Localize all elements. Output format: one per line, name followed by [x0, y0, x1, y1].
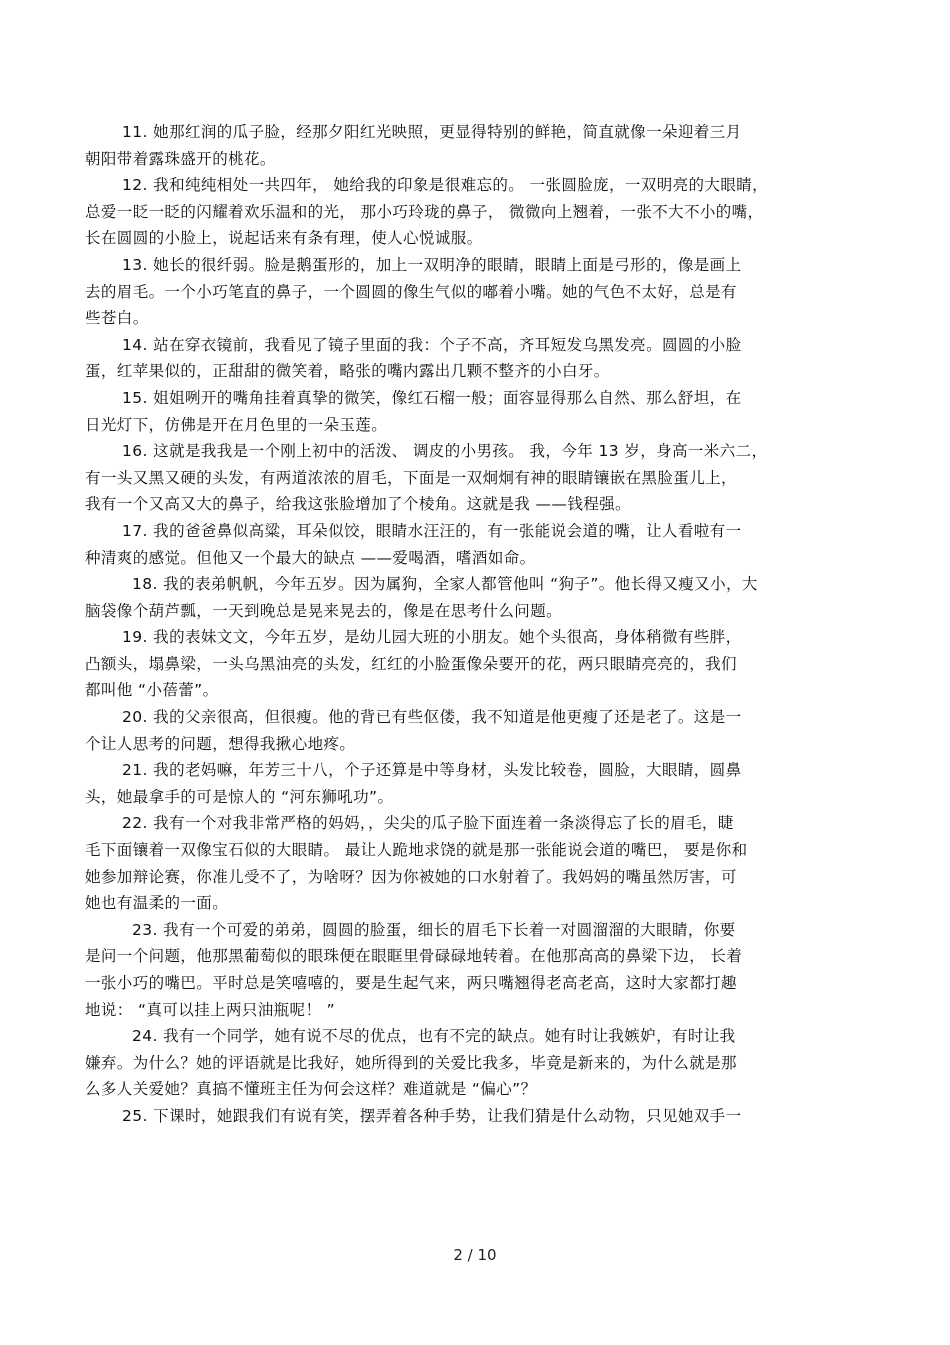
text-line: 一张小巧的嘴巴。平时总是笑嘻嘻的，要是生起气来，两只嘴翘得老高老高，这时大家都打趣	[85, 974, 737, 992]
text-line: 11. 她那红润的瓜子脸，经那夕阳红光映照，更显得特别的鲜艳，简直就像一朵迎着三月	[122, 123, 742, 141]
paragraph	[85, 1023, 865, 1103]
page-number: 2 / 10	[453, 1246, 497, 1264]
text-line: 她也有温柔的一面。	[85, 894, 229, 913]
paragraph	[85, 1103, 865, 1130]
text-line: 23. 我有一个可爱的弟弟，圆圆的脸蛋，细长的眉毛下长着一对圆溜溜的大眼睛，你要	[132, 920, 736, 939]
text-line: 是问一个问题，他那黑葡萄似的眼珠便在眼眶里骨碌碌地转着。在他那高高的鼻梁下边， 长着	[85, 947, 743, 966]
paragraph	[85, 917, 865, 1023]
paragraph	[85, 172, 865, 252]
text-line: 有一头又黑又硬的头发，有两道浓浓的眉毛，下面是一双炯炯有神的眼睛镶嵌在黑脸蛋儿上，	[85, 468, 737, 487]
text-line: 14. 站在穿衣镜前，我看见了镜子里面的我：个子不高，齐耳短发乌黑发亮。圆圆的小脸	[122, 335, 742, 354]
paragraph	[85, 332, 865, 385]
text-line: 12. 我和纯纯相处一共四年， 她给我的印象是很难忘的。 一张圆脸庞，一双明亮的大眼睛，	[122, 176, 769, 195]
text-line: 毛下面镶着一双像宝石似的大眼睛。 最让人跪地求饶的就是那一张能说会道的嘴巴， 要是你和	[85, 841, 748, 860]
text-line: 日光灯下，仿佛是开在月色里的一朵玉莲。	[85, 415, 388, 434]
text-line: 21. 我的老妈嘛，年芳三十八，个子还算是中等身材，头发比较卷，圆脸，大眼睛，圆鼻	[122, 761, 742, 780]
paragraph	[85, 385, 865, 438]
text-line: 都叫他 “小蓓蕾”。	[85, 681, 219, 700]
text-line: 19. 我的表妹文文，今年五岁，是幼儿园大班的小朋友。她个头很高，身体稍微有些胖，	[122, 628, 742, 647]
text-line: 24. 我有一个同学，她有说不尽的优点，也有不完的缺点。她有时让我嫉妒，有时让我	[132, 1027, 736, 1046]
paragraph	[85, 438, 865, 518]
text-line: 朝阳带着露珠盛开的桃花。	[85, 149, 276, 168]
paragraph	[85, 810, 865, 916]
text-line: 18. 我的表弟帆帆，今年五岁。因为属狗，全家人都管他叫 “狗子”。他长得又瘦又小，大	[132, 575, 758, 594]
text-line: 地说： “真可以挂上两只油瓶呢！ ”	[85, 1000, 336, 1019]
paragraph	[85, 518, 865, 571]
text-line: 20. 我的父亲很高，但很瘦。他的背已有些伛偻，我不知道是他更瘦了还是老了。这是一	[122, 708, 742, 727]
paragraph	[85, 252, 865, 332]
text-line: 嫌弃。为什么？她的评语就是比我好，她所得到的关爱比我多，毕竟是新来的，为什么就是那	[85, 1053, 737, 1072]
text-line: 17. 我的爸爸鼻似高粱，耳朵似饺，眼睛水汪汪的，有一张能说会道的嘴，让人看啦有一	[122, 521, 742, 540]
text-line: 些苍白。	[85, 309, 149, 328]
text-line: 么多人关爱她？真搞不懂班主任为何会这样？难道就是 “偏心”？	[85, 1080, 537, 1099]
text-line: 25. 下课时，她跟我们有说有笑，摆弄着各种手势，让我们猜是什么动物，只见她双手一	[122, 1106, 742, 1125]
text-line: 我有一个又高又大的鼻子，给我这张脸增加了个棱角。这就是我 ——钱程强。	[85, 495, 631, 514]
text-line: 15. 姐姐咧开的嘴角挂着真挚的微笑，像红石榴一般；面容显得那么自然、那么舒坦，在	[122, 388, 742, 407]
paragraph	[85, 624, 865, 704]
text-line: 13. 她长的很纤弱。脸是鹅蛋形的，加上一双明净的眼睛，眼睛上面是弓形的，像是画上	[122, 255, 742, 274]
paragraph	[85, 757, 865, 810]
text-line: 凸额头，塌鼻梁，一头乌黑油亮的头发，红红的小脸蛋像朵要开的花，两只眼睛亮亮的，我们	[85, 654, 737, 673]
text-line: 种清爽的感觉。但他又一个最大的缺点 ——爱喝酒，嗜酒如命。	[85, 548, 536, 567]
text-line: 头，她最拿手的可是惊人的 “河东狮吼功”。	[85, 787, 394, 806]
text-line: 长在圆圆的小脸上，说起话来有条有理，使人心悦诚服。	[85, 229, 483, 248]
text-line: 总爱一眨一眨的闪耀着欢乐温和的光， 那小巧玲珑的鼻子， 微微向上翘着，一张不大不小的嘴，	[85, 202, 764, 221]
paragraph	[85, 571, 865, 624]
text-line: 蛋，红苹果似的，正甜甜的微笑着，略张的嘴内露出几颗不整齐的小白牙。	[85, 362, 610, 381]
text-line: 22. 我有一个对我非常严格的妈妈，，尖尖的瓜子脸下面连着一条淡得忘了长的眉毛，睫	[122, 814, 734, 833]
text-line: 她参加辩论赛，你准儿受不了，为啥呀？因为你被她的口水射着了。我妈妈的嘴虽然厉害，可	[85, 867, 737, 886]
text-line: 个让人思考的问题，想得我揪心地疼。	[85, 734, 356, 753]
paragraph	[85, 704, 865, 757]
text-line: 去的眉毛。一个小巧笔直的鼻子，一个圆圆的像生气似的嘟着小嘴。她的气色不太好，总是有	[85, 282, 737, 301]
document-body	[85, 119, 865, 1130]
text-line: 脑袋像个葫芦瓢，一天到晚总是晃来晃去的，像是在思考什么问题。	[85, 601, 563, 620]
paragraph	[85, 119, 865, 172]
text-line: 16. 这就是我我是一个刚上初中的活泼、 调皮的小男孩。 我，今年 13 岁，身高一米六二，	[122, 442, 768, 461]
